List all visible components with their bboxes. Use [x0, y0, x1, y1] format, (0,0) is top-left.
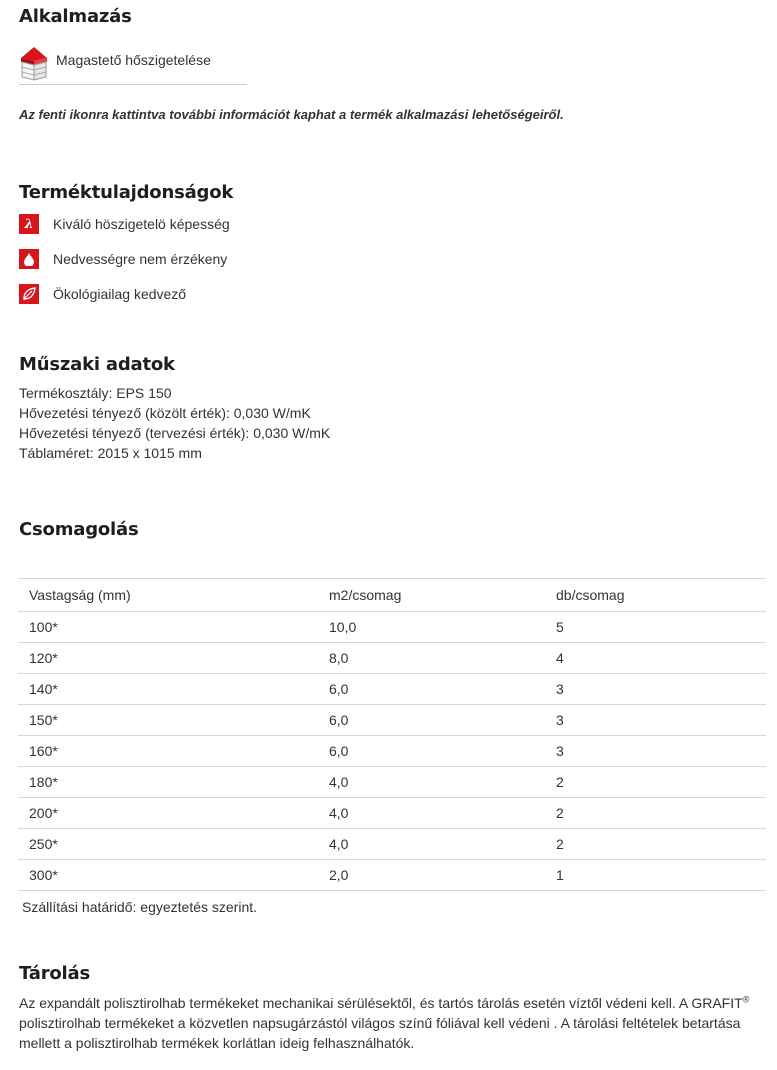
count-cell: 3	[545, 705, 766, 736]
table-row	[18, 829, 766, 860]
property-item	[19, 284, 186, 304]
table-row	[18, 674, 766, 705]
thickness-cell: 250*	[18, 829, 318, 860]
table-row	[18, 860, 766, 891]
area-cell: 10,0	[318, 612, 545, 643]
table-row	[18, 612, 766, 643]
count-cell: 2	[545, 829, 766, 860]
delivery-note: Szállítási határidő: egyeztetés szerint.	[22, 899, 258, 915]
spec-line: Termékosztály: EPS 150	[19, 385, 172, 401]
count-cell: 1	[545, 860, 766, 891]
spec-line: Táblaméret: 2015 x 1015 mm	[19, 445, 202, 461]
thickness-cell: 140*	[18, 674, 318, 705]
properties-heading: Terméktulajdonságok	[19, 182, 234, 203]
count-cell: 2	[545, 798, 766, 829]
table-row	[18, 798, 766, 829]
table-header-row	[18, 579, 766, 612]
thickness-cell: 180*	[18, 767, 318, 798]
thickness-cell: 200*	[18, 798, 318, 829]
count-cell: 5	[545, 612, 766, 643]
thickness-cell: 100*	[18, 612, 318, 643]
application-heading: Alkalmazás	[19, 6, 132, 27]
area-cell: 6,0	[318, 674, 545, 705]
property-label: Ökológiailag kedvező	[53, 286, 187, 302]
count-cell: 3	[545, 674, 766, 705]
area-cell: 4,0	[318, 798, 545, 829]
storage-text-part2: polisztirolhab termékeket a közvetlen napsugárzástól világos színű fóliával kell védeni . A tárolási feltételek betartása mellett a polisztirolhab termékek korlátlan ideig felhasználhatók.	[19, 1015, 741, 1051]
roof-house-icon[interactable]	[19, 45, 48, 81]
storage-text	[19, 993, 764, 1053]
thickness-cell: 300*	[18, 860, 318, 891]
area-cell: 2,0	[318, 860, 545, 891]
thickness-cell: 160*	[18, 736, 318, 767]
property-label: Kiváló höszigetelö képesség	[53, 216, 230, 232]
water-drop-icon	[19, 249, 39, 269]
area-cell: 4,0	[318, 767, 545, 798]
property-item	[19, 249, 227, 269]
spec-line: Hővezetési tényező (tervezési érték): 0,030 W/mK	[19, 425, 331, 441]
spec-line: Hővezetési tényező (közölt érték): 0,030 W/mK	[19, 405, 311, 421]
leaf-icon	[19, 284, 39, 304]
table-row	[18, 643, 766, 674]
packaging-table	[18, 578, 766, 891]
registered-mark: ®	[742, 994, 750, 1005]
column-header: m2/csomag	[318, 579, 545, 612]
property-item	[19, 214, 230, 234]
count-cell: 3	[545, 736, 766, 767]
lambda-icon: λ	[19, 214, 39, 234]
storage-heading: Tárolás	[19, 963, 90, 984]
property-label: Nedvességre nem érzékeny	[53, 251, 228, 267]
column-header: db/csomag	[545, 579, 766, 612]
table-row	[18, 736, 766, 767]
packaging-heading: Csomagolás	[19, 519, 139, 540]
application-item[interactable]	[19, 42, 247, 85]
area-cell: 6,0	[318, 736, 545, 767]
thickness-cell: 120*	[18, 643, 318, 674]
count-cell: 4	[545, 643, 766, 674]
thickness-cell: 150*	[18, 705, 318, 736]
area-cell: 8,0	[318, 643, 545, 674]
column-header: Vastagság (mm)	[18, 579, 318, 612]
area-cell: 6,0	[318, 705, 545, 736]
table-row	[18, 767, 766, 798]
application-item-label[interactable]: Magastető hőszigetelése	[56, 52, 211, 68]
area-cell: 4,0	[318, 829, 545, 860]
table-row	[18, 705, 766, 736]
application-note: Az fenti ikonra kattintva további információt kaphat a termék alkalmazási lehetőségeiről.	[19, 107, 564, 122]
storage-text-part1: Az expandált polisztirolhab termékeket mechanikai sérülésektől, és tartós tárolás esetén víztől védeni kell. A GRAFIT	[19, 995, 743, 1011]
count-cell: 2	[545, 767, 766, 798]
technical-heading: Műszaki adatok	[19, 354, 175, 375]
